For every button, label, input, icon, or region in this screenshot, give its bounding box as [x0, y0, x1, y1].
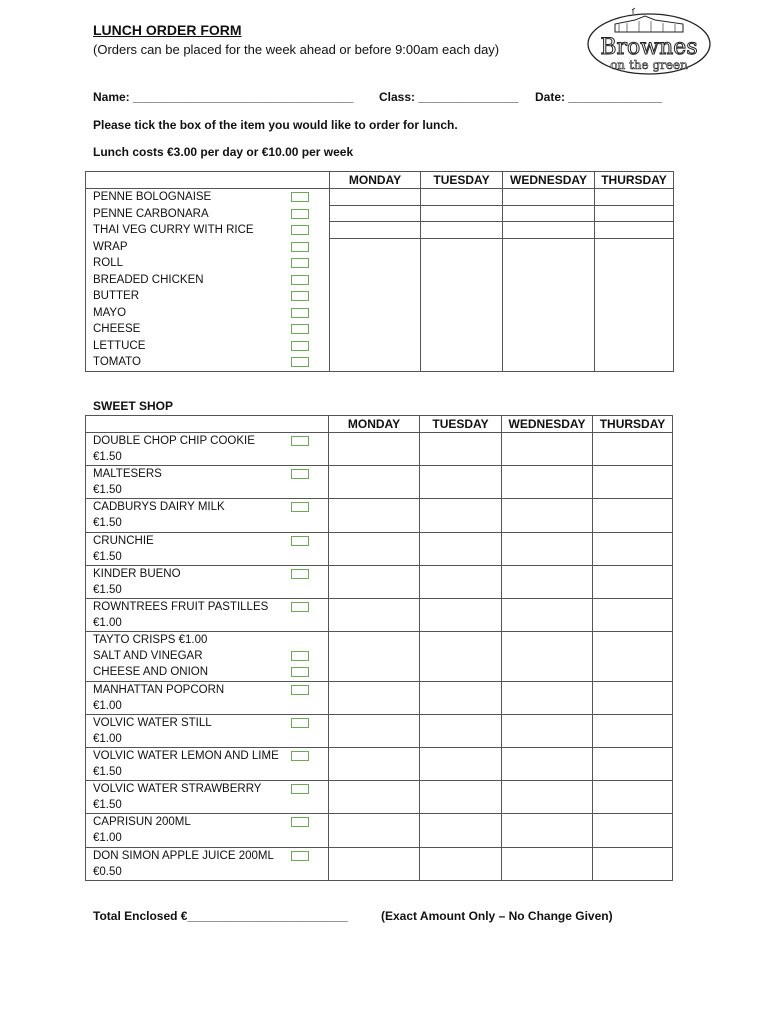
header-tuesday: TUESDAY — [421, 172, 503, 189]
day-cell[interactable] — [595, 238, 674, 371]
name-label: Name: — [93, 90, 130, 104]
day-cell[interactable] — [593, 499, 673, 532]
day-cell[interactable] — [329, 781, 420, 814]
day-cell[interactable] — [502, 433, 593, 466]
day-cell[interactable] — [420, 433, 502, 466]
day-cell[interactable] — [420, 499, 502, 532]
tick-box[interactable] — [291, 357, 309, 367]
day-cell[interactable] — [329, 714, 420, 747]
sweet-row — [86, 814, 673, 847]
name-field[interactable] — [93, 90, 353, 104]
lunch-item: LETTUCE — [86, 338, 329, 355]
crisps-title: TAYTO CRISPS €1.00 — [93, 634, 208, 647]
day-cell[interactable] — [420, 847, 502, 880]
day-cell[interactable] — [420, 681, 502, 714]
tick-box[interactable] — [291, 242, 309, 252]
day-cell[interactable] — [329, 847, 420, 880]
lunch-item: ROLL — [86, 255, 329, 272]
sweet-row — [86, 847, 673, 880]
tick-box[interactable] — [291, 341, 309, 351]
day-cell[interactable] — [420, 714, 502, 747]
day-cell[interactable] — [593, 814, 673, 847]
form-subtitle: (Orders can be placed for the week ahead or before 9:00am each day) — [93, 42, 500, 57]
header-monday: MONDAY — [329, 416, 420, 433]
tick-box[interactable] — [291, 291, 309, 301]
tick-box[interactable] — [291, 192, 309, 202]
tick-box[interactable] — [291, 602, 309, 612]
day-cell[interactable] — [595, 189, 674, 206]
lunch-items-cell — [86, 189, 330, 372]
day-cell[interactable] — [420, 598, 502, 631]
day-cell[interactable] — [593, 714, 673, 747]
header-thursday: THURSDAY — [593, 416, 673, 433]
header-tuesday: TUESDAY — [420, 416, 502, 433]
day-cell[interactable] — [593, 433, 673, 466]
name-blank[interactable]: _________________________________ — [133, 90, 354, 104]
day-cell[interactable] — [502, 814, 593, 847]
lunch-table — [85, 171, 674, 372]
lunch-item-header — [86, 172, 330, 189]
day-cell[interactable] — [421, 205, 503, 222]
sweet-item-header — [86, 416, 329, 433]
tick-instruction: Please tick the box of the item you would like to order for lunch. — [93, 118, 458, 132]
day-cell[interactable] — [330, 222, 421, 239]
sweet-item: VOLVIC WATER LEMON AND LIME €1.50 — [86, 748, 329, 781]
tick-box[interactable] — [291, 718, 309, 728]
crisps-item — [86, 632, 329, 682]
day-cell[interactable] — [593, 598, 673, 631]
tick-box[interactable] — [291, 308, 309, 318]
day-cell[interactable] — [502, 781, 593, 814]
day-cell[interactable] — [593, 565, 673, 598]
total-label: Total Enclosed € — [93, 909, 188, 923]
lunch-item: MAYO — [86, 305, 329, 322]
date-field[interactable] — [535, 90, 662, 104]
day-cell[interactable] — [502, 598, 593, 631]
day-cell[interactable] — [595, 222, 674, 239]
day-cell[interactable] — [329, 532, 420, 565]
day-cell[interactable] — [593, 781, 673, 814]
tick-box[interactable] — [291, 469, 309, 479]
day-cell[interactable] — [502, 565, 593, 598]
day-cell[interactable] — [595, 205, 674, 222]
svg-text:Brownes: Brownes — [600, 35, 698, 60]
sweet-row — [86, 565, 673, 598]
header-wednesday: WEDNESDAY — [503, 172, 595, 189]
sweet-item: VOLVIC WATER STILL €1.00 — [86, 714, 329, 747]
tick-box[interactable] — [291, 275, 309, 285]
day-cell[interactable] — [329, 433, 420, 466]
tick-box[interactable] — [291, 324, 309, 334]
lunch-item: THAI VEG CURRY WITH RICE — [86, 222, 329, 239]
sweet-row — [86, 433, 673, 466]
tick-box[interactable] — [291, 258, 309, 268]
day-cell[interactable] — [502, 466, 593, 499]
total-enclosed-field[interactable] — [93, 909, 348, 923]
sweet-row — [86, 466, 673, 499]
sweet-item: KINDER BUENO €1.50 — [86, 565, 329, 598]
tick-box[interactable] — [291, 817, 309, 827]
day-cell[interactable] — [420, 748, 502, 781]
tick-box[interactable] — [291, 667, 309, 677]
day-cell[interactable] — [421, 189, 503, 206]
sweet-item: CRUNCHIE €1.50 — [86, 532, 329, 565]
lunch-item: BREADED CHICKEN — [86, 272, 329, 289]
sweet-item: MANHATTAN POPCORN €1.00 — [86, 681, 329, 714]
day-cell[interactable] — [329, 598, 420, 631]
day-cell[interactable] — [329, 466, 420, 499]
day-cell[interactable] — [329, 681, 420, 714]
sweet-item: DON SIMON APPLE JUICE 200ML €0.50 — [86, 847, 329, 880]
day-cell[interactable] — [502, 532, 593, 565]
day-cell[interactable] — [502, 681, 593, 714]
sweet-row — [86, 598, 673, 631]
day-cell[interactable] — [503, 189, 595, 206]
svg-text:on the green: on the green — [610, 58, 688, 72]
day-cell[interactable] — [593, 532, 673, 565]
day-cell[interactable] — [420, 781, 502, 814]
day-cell[interactable] — [420, 632, 502, 682]
lunch-item: WRAP — [86, 239, 329, 256]
day-cell[interactable] — [329, 499, 420, 532]
total-blank[interactable]: ________________________ — [187, 909, 348, 923]
day-cell[interactable] — [329, 632, 420, 682]
day-cell[interactable] — [420, 466, 502, 499]
tick-box[interactable] — [291, 851, 309, 861]
sweet-item: DOUBLE CHOP CHIP COOKIE €1.50 — [86, 433, 329, 466]
day-cell[interactable] — [502, 748, 593, 781]
sweet-row — [86, 748, 673, 781]
day-cell[interactable] — [503, 238, 595, 371]
sweet-shop-table — [85, 415, 673, 881]
lunch-item: PENNE BOLOGNAISE — [86, 189, 329, 206]
lunch-item: PENNE CARBONARA — [86, 206, 329, 223]
header-wednesday: WEDNESDAY — [502, 416, 593, 433]
sweet-item: ROWNTREES FRUIT PASTILLES €1.00 — [86, 598, 329, 631]
tick-box[interactable] — [291, 569, 309, 579]
crisps-option: CHEESE AND ONION — [86, 664, 328, 680]
header-monday: MONDAY — [330, 172, 421, 189]
class-blank[interactable]: _______________ — [418, 90, 519, 104]
day-cell[interactable] — [503, 222, 595, 239]
sweet-row — [86, 532, 673, 565]
tick-box[interactable] — [291, 751, 309, 761]
sweet-item: CAPRISUN 200ML €1.00 — [86, 814, 329, 847]
day-cell[interactable] — [502, 632, 593, 682]
day-cell[interactable] — [502, 499, 593, 532]
tick-box[interactable] — [291, 536, 309, 546]
day-cell[interactable] — [593, 681, 673, 714]
sweet-item: VOLVIC WATER STRAWBERRY €1.50 — [86, 781, 329, 814]
sweet-row — [86, 499, 673, 532]
date-blank[interactable]: ______________ — [568, 90, 662, 104]
day-cell[interactable] — [330, 205, 421, 222]
tick-box[interactable] — [291, 436, 309, 446]
lunch-item: CHEESE — [86, 321, 329, 338]
day-cell[interactable] — [502, 714, 593, 747]
day-cell[interactable] — [502, 847, 593, 880]
lunch-item: TOMATO — [86, 354, 329, 371]
day-cell[interactable] — [420, 532, 502, 565]
lunch-cost: Lunch costs €3.00 per day or €10.00 per week — [93, 145, 354, 159]
sweet-row — [86, 681, 673, 714]
day-cell[interactable] — [593, 748, 673, 781]
day-cell[interactable] — [330, 189, 421, 206]
day-cell[interactable] — [329, 748, 420, 781]
day-cell[interactable] — [420, 565, 502, 598]
lunch-item: BUTTER — [86, 288, 329, 305]
sweet-row — [86, 781, 673, 814]
day-cell[interactable] — [420, 814, 502, 847]
brownes-logo — [585, 6, 713, 76]
form-title: LUNCH ORDER FORM — [93, 22, 242, 38]
day-cell[interactable] — [593, 466, 673, 499]
day-cell[interactable] — [421, 222, 503, 239]
day-cell[interactable] — [330, 238, 421, 371]
day-cell[interactable] — [421, 238, 503, 371]
tick-box[interactable] — [291, 784, 309, 794]
tick-box[interactable] — [291, 502, 309, 512]
header-thursday: THURSDAY — [595, 172, 674, 189]
tick-box[interactable] — [291, 685, 309, 695]
date-label: Date: — [535, 90, 566, 104]
day-cell[interactable] — [503, 205, 595, 222]
day-cell[interactable] — [593, 632, 673, 682]
class-field[interactable] — [379, 90, 518, 104]
sweet-shop-heading: SWEET SHOP — [93, 399, 174, 413]
exact-amount-note: (Exact Amount Only – No Change Given) — [381, 909, 613, 923]
tick-box[interactable] — [291, 209, 309, 219]
class-label: Class: — [379, 90, 416, 104]
sweet-row — [86, 632, 673, 682]
day-cell[interactable] — [329, 565, 420, 598]
tick-box[interactable] — [291, 225, 309, 235]
day-cell[interactable] — [329, 814, 420, 847]
sweet-item: MALTESERS €1.50 — [86, 466, 329, 499]
sweet-item: CADBURYS DAIRY MILK €1.50 — [86, 499, 329, 532]
day-cell[interactable] — [593, 847, 673, 880]
sweet-row — [86, 714, 673, 747]
crisps-option: SALT AND VINEGAR — [86, 648, 328, 664]
tick-box[interactable] — [291, 651, 309, 661]
